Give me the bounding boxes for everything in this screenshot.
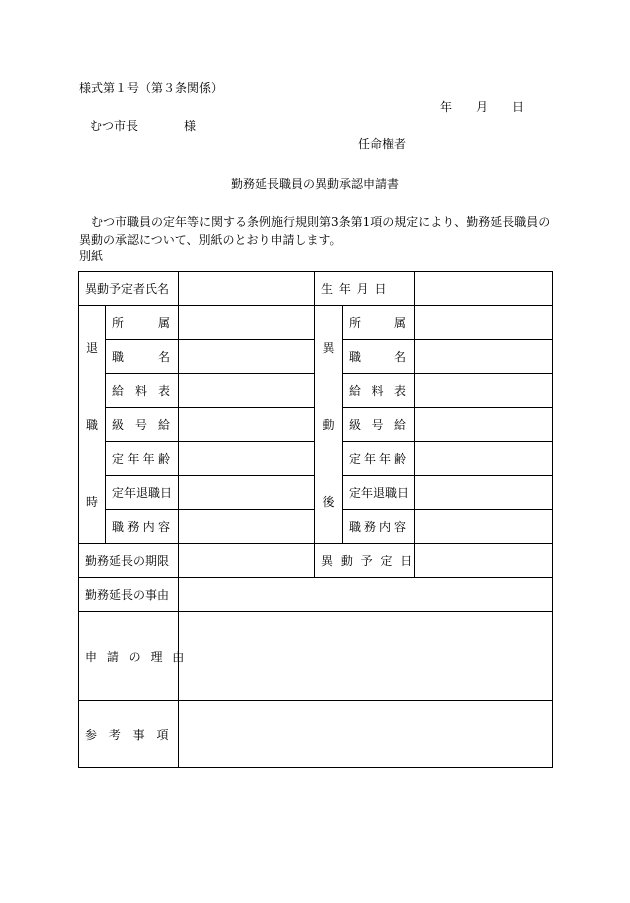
attachment-label: 別紙 (79, 249, 104, 263)
after-transfer-value-cell[interactable] (415, 374, 553, 408)
birth-label: 生 年 月 日 (321, 282, 388, 296)
row-label-cell (106, 374, 179, 408)
row-label (106, 382, 178, 399)
retirement-value-cell[interactable] (179, 476, 315, 510)
appointing-authority: 任命権者 (358, 137, 407, 151)
name-label: 異動予定者氏名 (85, 282, 170, 296)
row-label-cell (106, 306, 179, 340)
reference-label-cell (79, 701, 179, 768)
label-char: 職 (112, 350, 125, 364)
extension-limit-label: 勤務延長の期限 (85, 554, 170, 568)
form-number-label: 様式第１号（第３条関係） (79, 81, 224, 95)
label-char: 所 (112, 316, 125, 330)
label-char: 職 (112, 520, 125, 534)
row-label-cell (106, 442, 179, 476)
retirement-value-cell[interactable] (179, 374, 315, 408)
body-text: むつ市職員の定年等に関する条例施行規則第3条第1項の規定により、勤務延長職員の異動の承認について、別紙のとおり申請します。 (79, 215, 551, 247)
label-char: 級 (112, 418, 125, 432)
name-label-cell (79, 272, 179, 306)
row-label (343, 416, 414, 433)
row-label-cell (343, 306, 415, 340)
label-char: 定年退職日 (112, 486, 173, 500)
row-label (106, 518, 178, 535)
extension-limit-label-cell (79, 544, 179, 578)
date-year-label: 年 (440, 100, 453, 114)
label-char: 容 (157, 520, 170, 534)
label-char: 給 (394, 418, 407, 432)
row-label-cell (106, 510, 179, 544)
name-value-cell[interactable] (179, 272, 315, 306)
table-row (79, 306, 553, 340)
label-char: 所 (349, 316, 362, 330)
label-char: 職 (349, 350, 362, 364)
row-label (343, 382, 414, 399)
label-char: 内 (379, 520, 392, 534)
label-char: 年 (142, 452, 155, 466)
row-label (106, 348, 178, 365)
detail-rows (79, 306, 553, 544)
after-transfer-value-cell[interactable] (415, 306, 553, 340)
extension-limit-value-cell[interactable] (179, 544, 315, 578)
label-char: 務 (364, 520, 377, 534)
side-char: 異 (322, 341, 335, 356)
extension-reason-value-cell[interactable] (179, 578, 553, 612)
label-char: 年 (127, 452, 140, 466)
row-label-cell (343, 340, 415, 374)
label-char: 職 (349, 520, 362, 534)
row-label-cell (343, 374, 415, 408)
label-char: 年 (364, 452, 377, 466)
row-label (343, 450, 414, 467)
after-transfer-value-cell[interactable] (415, 408, 553, 442)
label-char: 齢 (157, 452, 170, 466)
application-reason-label-cell (79, 612, 188, 701)
label-char: 内 (142, 520, 155, 534)
retirement-value-cell[interactable] (179, 340, 315, 374)
row-label-cell (106, 476, 179, 510)
side-char: 時 (85, 494, 98, 509)
planned-date-label: 異 動 予 定 日 (321, 554, 415, 568)
date-day-label: 日 (512, 100, 525, 114)
row-label (106, 416, 178, 433)
application-reason-label: 申 請 の 理 由 (85, 649, 188, 664)
date-month-label: 月 (476, 100, 489, 114)
label-char: 級 (349, 418, 362, 432)
label-char: 齢 (394, 452, 407, 466)
after-transfer-value-cell[interactable] (415, 340, 553, 374)
side-char: 動 (322, 417, 335, 432)
date-line (440, 100, 524, 114)
label-char: 号 (135, 418, 148, 432)
row-label (343, 314, 414, 331)
label-char: 表 (158, 384, 171, 398)
label-char: 号 (371, 418, 384, 432)
label-char: 給 (112, 384, 125, 398)
row-label (106, 450, 178, 467)
retirement-side-label (79, 306, 106, 544)
label-char: 給 (158, 418, 171, 432)
extension-reason-label: 勤務延長の事由 (85, 588, 170, 602)
label-char: 定 (349, 452, 362, 466)
retirement-value-cell[interactable] (179, 442, 315, 476)
row-label (343, 484, 414, 501)
after-transfer-value-cell[interactable] (415, 476, 553, 510)
row-label (343, 348, 414, 365)
label-char: 年 (379, 452, 392, 466)
row-label (106, 314, 178, 331)
label-char: 料 (371, 384, 384, 398)
label-char: 給 (349, 384, 362, 398)
row-label-cell (343, 442, 415, 476)
addressee-suffix: 様 (184, 119, 197, 133)
planned-date-label-cell (315, 544, 415, 578)
birth-label-cell (315, 272, 415, 306)
after-transfer-value-cell[interactable] (415, 510, 553, 544)
row-label (106, 484, 178, 501)
after-transfer-side-label (315, 306, 343, 544)
row-label-cell (343, 476, 415, 510)
addressee: むつ市長 (90, 119, 139, 133)
label-char: 定年退職日 (349, 486, 410, 500)
label-char: 名 (158, 350, 171, 364)
document-title: 勤務延長職員の異動承認申請書 (230, 177, 399, 191)
planned-date-value-cell[interactable] (415, 544, 553, 578)
extension-reason-label-cell (79, 578, 179, 612)
label-char: 容 (394, 520, 407, 534)
retirement-value-cell[interactable] (179, 510, 315, 544)
after-transfer-value-cell[interactable] (415, 442, 553, 476)
row-label-cell (343, 408, 415, 442)
application-reason-value-cell[interactable] (179, 612, 553, 701)
application-form-table (78, 271, 553, 768)
row-label-cell (106, 340, 179, 374)
row-label-cell (106, 408, 179, 442)
side-char: 退 (85, 341, 98, 356)
reference-label: 参 考 事 項 (85, 727, 173, 742)
side-char: 後 (322, 494, 335, 509)
label-char: 属 (394, 316, 407, 330)
label-char: 定 (112, 452, 125, 466)
reference-value-cell[interactable] (179, 701, 553, 768)
row-label-cell (343, 510, 415, 544)
label-char: 料 (135, 384, 148, 398)
side-char: 職 (85, 417, 98, 432)
addressee-line (90, 119, 196, 133)
label-char: 属 (158, 316, 171, 330)
label-char: 名 (394, 350, 407, 364)
retirement-value-cell[interactable] (179, 306, 315, 340)
row-label (343, 518, 414, 535)
label-char: 務 (127, 520, 140, 534)
label-char: 表 (394, 384, 407, 398)
birth-value-cell[interactable] (415, 272, 553, 306)
retirement-value-cell[interactable] (179, 408, 315, 442)
